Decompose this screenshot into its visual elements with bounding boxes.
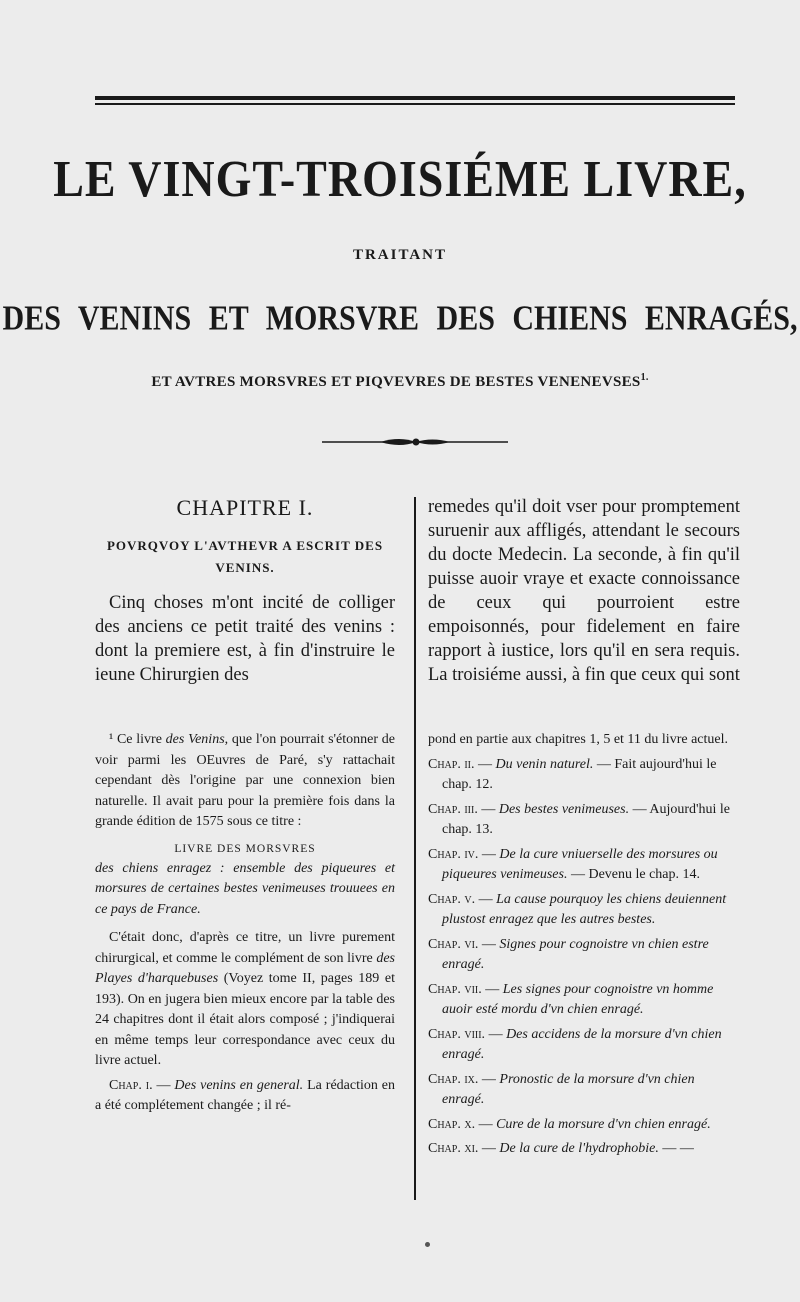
para2-plaies: des Playes d'harquebuses	[95, 950, 395, 986]
left-body-paragraph: Cinq choses m'ont incité de colliger des anciens ce petit traité des venins : dont la premiere est, à fin d'instruire le ieune Chirurgien des	[95, 593, 395, 685]
chapter-entry-rest: Fait aujourd'hui le chap. 12.	[442, 756, 717, 792]
chapter-entry: Chap. iv. — De la cure vniuerselle des morsures ou piqueures venimeuses. — Devenu le chap. 14.	[428, 846, 718, 882]
right-body-paragraph: remedes qu'il doit vser pour promptement suruenir aux affligés, attendant le secours du docte Medecin. La seconde, à fin qu'il puisse auoir vraye et exacte connoissance de ceux qui pourroient estre empoisonnés, pour fidelement en faire rapport à iustice, lors qu'il en sera requis. La troisiéme aussi, à fin que ceux qui sont	[428, 497, 740, 685]
chapter-entry-title: Du venin naturel.	[495, 756, 594, 772]
chapter-entry-rest: Aujourd'hui le chap. 13.	[442, 801, 731, 837]
footnote-venins: des Venins	[165, 732, 225, 747]
chapter-entry-label: Chap. viii.	[428, 1026, 486, 1042]
footnote-right	[428, 730, 740, 1164]
old-book-title: LIVRE DES MORSVRES	[174, 842, 316, 855]
left-column	[95, 495, 395, 687]
chapter-1-title: Des venins en general.	[174, 1077, 304, 1093]
footnote-text-a: Ce livre	[113, 732, 166, 747]
chapter-entry-label: Chap. iv.	[428, 846, 479, 862]
top-rule-thick	[95, 96, 735, 100]
book-subtitle: DES VENINS ET MORSVRE DES CHIENS ENRAGÉS,	[2, 299, 798, 338]
chapter-entry: Chap. viii. — Des accidens de la morsure d'vn chien enragé.	[428, 1026, 722, 1062]
footnote-paragraph-2	[95, 928, 395, 1072]
chapter-entry-title: Signes pour cognoistre vn chien estre enragé.	[442, 936, 709, 972]
chapter-subtitle: POVRQVOY L'AVTHEVR A ESCRIT DES VENINS.	[106, 538, 384, 575]
chapter-entry-label: Chap. xi.	[428, 1141, 479, 1156]
chapter-1-rest: La rédaction en a été complétement changée ; il ré-	[95, 1077, 395, 1113]
chapter-entry: Chap. vii. — Les signes pour cognoistre vn homme auoir esté mordu d'vn chien enragé.	[428, 981, 714, 1017]
chapter-entry-label: Chap. vii.	[428, 981, 482, 997]
footnote-paragraph-1	[95, 730, 395, 833]
chapter-entry-title: Des accidens de la morsure d'vn chien enragé.	[442, 1026, 722, 1062]
footnote-continuation: pond en partie aux chapitres 1, 5 et 11 du livre actuel.	[428, 732, 728, 747]
footnote-number: ¹	[109, 732, 114, 747]
book-title: LE VINGT-TROISIÉME LIVRE,	[53, 149, 747, 208]
right-column	[428, 495, 740, 687]
subsubtitle-text: ET AVTRES MORSVRES ET PIQVEVRES DE BESTES VENENEVSES	[151, 374, 641, 390]
chapter-entry-title: De la cure de l'hydrophobie.	[499, 1141, 659, 1156]
chapter-entry-label: Chap. iii.	[428, 801, 478, 817]
old-title-italic: des chiens enragez : ensemble des piqueures et morsures de certaines bestes venimeuses trouuees en ce pays de France.	[95, 860, 395, 917]
chapter-entry-rest: —	[679, 1141, 694, 1156]
chapter-entry-label: Chap. x.	[428, 1116, 476, 1132]
chapter-entry-label: Chap. v.	[428, 891, 476, 907]
footnote-left	[95, 730, 395, 1121]
chapter-entry-title: Des bestes venimeuses.	[498, 801, 630, 817]
chapter-entry-title: De la cure vniuerselle des morsures ou piqueures venimeuses.	[442, 846, 718, 882]
chapter-1-entry: Chap. i. — Des venins en general. La rédaction en a été complétement changée ; il ré-	[95, 1077, 395, 1113]
chapter-entry: Chap. xi. — De la cure de l'hydrophobie. — —	[428, 1141, 694, 1156]
chapter-entry-title: Les signes pour cognoistre vn homme auoir esté mordu d'vn chien enragé.	[442, 981, 714, 1017]
footnote-text-b: , que l'on pourrait s'étonner de voir parmi les OEuvres de Paré, s'y rattachait cependant dès l'origine par une connexion bien naturelle. Il avait paru pour la première fois dans la grande édition de 1575 sous ce titre :	[95, 732, 395, 829]
chapter-entry: Chap. ix. — Pronostic de la morsure d'vn chien enragé.	[428, 1071, 695, 1107]
old-book-title-rest	[95, 859, 395, 921]
top-rule-thin	[95, 103, 735, 105]
footnote-marker: 1.	[640, 372, 649, 383]
chapter-entry: Chap. ii. — Du venin naturel. — Fait aujourd'hui le chap. 12.	[428, 756, 717, 792]
chapter-entry-title: La cause pourquoy les chiens deuiennent plustost enragez que les autres bestes.	[442, 891, 727, 927]
chapter-entry-rest: Devenu le chap. 14.	[588, 867, 701, 882]
chapter-1-label: Chap. i.	[109, 1077, 153, 1093]
chapter-title: CHAPITRE I.	[176, 495, 314, 520]
column-divider	[414, 497, 416, 1200]
chapter-entry-label: Chap. ii.	[428, 756, 475, 772]
chapter-entry-list	[428, 755, 740, 1160]
chapter-entry: Chap. iii. — Des bestes venimeuses. — Aujourd'hui le chap. 13.	[428, 801, 731, 837]
chapter-entry-title: Pronostic de la morsure d'vn chien enragé.	[442, 1071, 695, 1107]
chapter-entry-label: Chap. vi.	[428, 936, 479, 952]
book-subsubtitle	[0, 372, 800, 391]
chapter-entry: Chap. x. — Cure de la morsure d'vn chien enragé.	[428, 1116, 711, 1132]
para2-text-b: (Voyez tome II, pages 189 et 193). On en jugera bien mieux encore par la table des 24 chapitres dont il était alors composé ; j'indiquerai en même temps leur correspondance avec ceux du livre actuel.	[95, 971, 395, 1068]
chapter-entry: Chap. vi. — Signes pour cognoistre vn chien estre enragé.	[428, 936, 709, 972]
para2-text-a: C'était donc, d'après ce titre, un livre purement chirurgical, et comme le complément de son livre	[95, 930, 395, 966]
chapter-entry-title: Cure de la morsure d'vn chien enragé.	[496, 1116, 711, 1132]
ornament-divider-icon	[320, 434, 510, 450]
chapter-entry: Chap. v. — La cause pourquoy les chiens deuiennent plustost enragez que les autres bestes.	[428, 891, 727, 927]
chapter-entry-label: Chap. ix.	[428, 1071, 479, 1087]
page-mark	[425, 1242, 430, 1247]
traitant-label: TRAITANT	[352, 247, 448, 263]
